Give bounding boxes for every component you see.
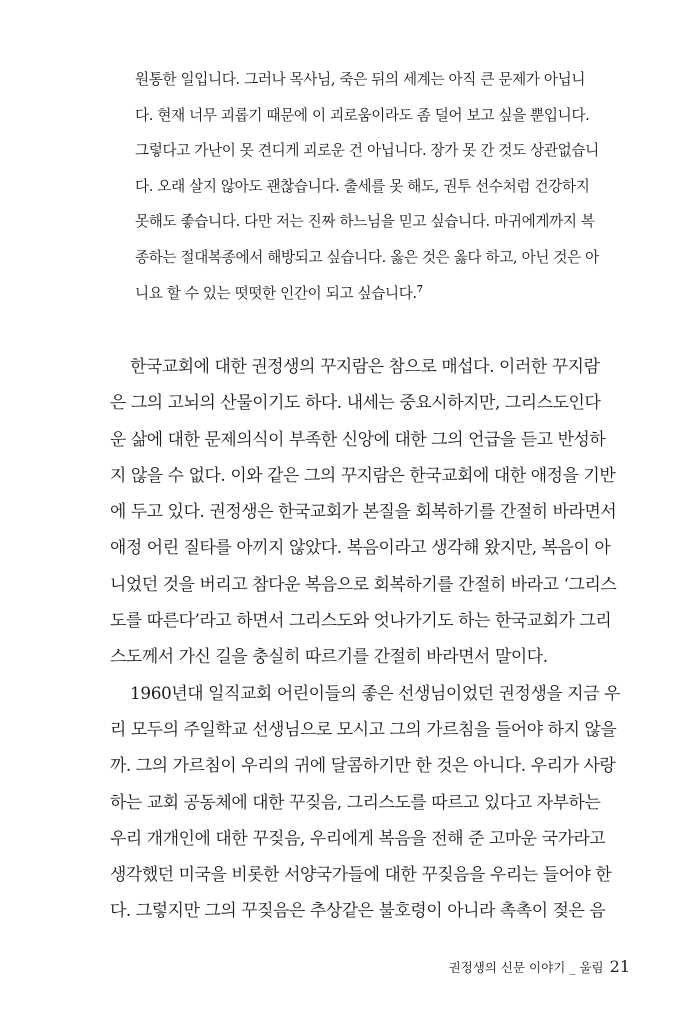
paragraph-2-line: 1960년대 일직교회 어린이들의 좋은 선생님이었던 권정생을 지금 우 [130,682,620,703]
quote-line: 못해도 좋습니다. 다만 저는 진짜 하느님을 믿고 싶습니다. 마귀에게까지 복 [135,213,595,231]
quote-line: 다. 오래 살지 않아도 괜찮습니다. 출세를 못 해도, 권투 선수처럼 건강하지 [135,177,590,195]
paragraph-1-line: 스도께서 가신 길을 충실히 따르기를 간절히 바라면서 말이다. [110,646,548,667]
paragraph-1-line: 도를 따른다’라고 하면서 그리스도와 엇나가기도 하는 한국교회가 그리 [110,610,612,631]
page-footer [449,957,630,978]
body-text [110,348,622,929]
paragraph-1-line: 운 삶에 대한 문제의식이 부족한 신앙에 대한 그의 언급을 듣고 반성하 [110,428,606,449]
page-number: 21 [609,957,630,976]
paragraph-1-line: 에 두고 있다. 권정생은 한국교회가 본질을 회복하기를 간절히 바라면서 [110,501,617,522]
running-title: 권정생의 신문 이야기 _ 울림 [448,960,604,975]
quote-line: 그렇다고 가난이 못 견디게 괴로운 건 아닙니다. 장가 못 간 것도 상관없습니 [135,142,599,160]
quote-line: 원통한 일입니다. 그러나 목사님, 죽은 뒤의 세계는 아직 큰 문제가 아닙니 [135,71,586,88]
quote-line-last [135,276,621,312]
paragraph-2-line: 우리 개개인에 대한 꾸짖음, 우리에게 복음을 전해 준 고마운 국가라고 [110,827,606,848]
paragraph-2-line: 다. 그렇지만 그의 꾸짖음은 추상같은 불호령이 아니라 촉촉이 젖은 음 [110,900,606,921]
paragraph-1-line: 한국교회에 대한 권정생의 꾸지람은 참으로 매섭다. 이러한 꾸지람 [130,356,600,376]
paragraph-2-line: 리 모두의 주일학교 선생님으로 모시고 그의 가르침을 들어야 하지 않을 [110,718,617,739]
paragraph-1-line: 애정 어린 질타를 아끼지 않았다. 복음이라고 생각해 왔지만, 복음이 아 [110,537,611,558]
block-quote [135,62,621,311]
quote-line-text: 니요 할 수 있는 떳떳한 인간이 되고 싶습니다. [135,284,417,302]
paragraph-1-line: 은 그의 고뇌의 산물이기도 하다. 내세는 중요시하지만, 그리스도인다 [110,392,601,413]
paragraph-2-line: 하는 교회 공동체에 대한 꾸짖음, 그리스도를 따르고 있다고 자부하는 [110,791,601,812]
footnote-mark: 7 [416,284,423,295]
paragraph-1-line: 니었던 것을 버리고 참다운 복음으로 회복하기를 간절히 바라고 ‘그리스 [110,573,617,594]
quote-line: 다. 현재 너무 괴롭기 때문에 이 괴로움이라도 좀 덜어 보고 싶을 뿐입니다. [135,106,590,124]
paragraph-2-line: 생각했던 미국을 비롯한 서양국가들에 대한 꾸짖음을 우리는 들어야 한 [110,864,612,885]
paragraph-2-line: 까. 그의 가르침이 우리의 귀에 달콤하기만 한 것은 아니다. 우리가 사랑 [110,755,616,776]
paragraph-1-line: 지 않을 수 없다. 이와 같은 그의 꾸지람은 한국교회에 대한 애정을 기반 [110,464,616,485]
quote-line: 종하는 절대복종에서 해방되고 싶습니다. 옳은 것은 옳다 하고, 아닌 것은 아 [135,248,599,266]
